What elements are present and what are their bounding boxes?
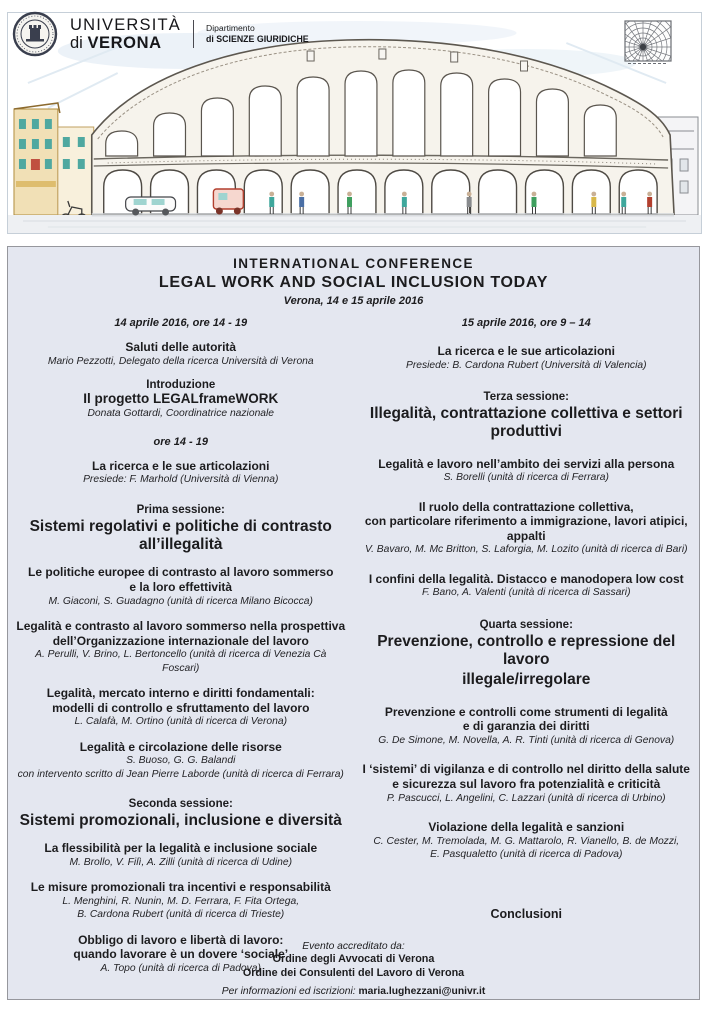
- program-item: [16, 340, 346, 368]
- program-item: [16, 619, 346, 675]
- university-name-line2: di VERONA: [70, 34, 162, 52]
- item-speakers: F. Bano, A. Valenti (unità di ricerca di Sassari): [421, 587, 631, 599]
- item-speakers: V. Bavaro, M. Mc Britton, S. Laforgia, M. Lozito (unità di ricerca di Bari): [364, 544, 688, 556]
- session-title: Sistemi promozionali, inclusione e diversità: [19, 812, 342, 830]
- contact-email[interactable]: maria.lughezzani@univr.it: [358, 986, 486, 998]
- session-title: Prevenzione, controllo e repressione del lavoro: [377, 632, 676, 669]
- item-title: Il progetto LEGALframeWORK: [83, 391, 279, 406]
- header-divider: [193, 20, 194, 48]
- radial-arena-plan-logo-icon: [624, 20, 672, 66]
- item-speakers: A. Perulli, V. Brino, L. Bertoncello (unità di ricerca di Venezia Cà Foscari): [35, 649, 327, 674]
- university-seal-icon: [12, 11, 58, 57]
- university-header: [12, 11, 309, 57]
- program-item: [362, 344, 692, 372]
- column-date-header: 15 aprile 2016, ore 9 – 14: [461, 317, 591, 329]
- item-speakers: S. Borelli (unità di ricerca di Ferrara): [443, 472, 609, 484]
- item-speakers: Presiede: F. Marhold (Università di Vienna): [83, 474, 279, 486]
- program-day2-column: [354, 317, 700, 921]
- item-title: Legalità e lavoro nell’ambito dei servizi alla persona: [378, 456, 675, 471]
- program-item: [362, 572, 692, 600]
- session-label: Prima sessione:: [136, 503, 225, 516]
- item-title: Obbligo di lavoro e libertà di lavoro:: [78, 932, 284, 947]
- item-speakers: A. Topo (unità di ricerca di Padova): [100, 962, 261, 974]
- info-label: Per informazioni ed iscrizioni:: [221, 986, 356, 998]
- program-columns: [8, 317, 699, 975]
- item-speakers: L. Calafà, M. Ortino (unità di ricerca di Verona): [74, 716, 287, 728]
- accreditation-body-2: Ordine dei Consulenti del Lavoro di Verona: [242, 967, 465, 980]
- program-item: [362, 457, 692, 485]
- item-title: con particolare riferimento a immigrazione, lavori atipici, appalti: [364, 514, 688, 543]
- session-title: Illegalità, contrattazione collettiva e settori produttivi: [369, 405, 683, 441]
- item-title: I confini della legalità. Distacco e manodopera low cost: [368, 571, 684, 586]
- item-title: Legalità e circolazione delle risorse: [79, 739, 282, 754]
- item-speakers: P. Pascucci, L. Angelini, C. Lazzari (unità di ricerca di Urbino): [386, 792, 666, 804]
- session-title: illegale/irregolare: [462, 671, 591, 689]
- program-item: [362, 820, 692, 861]
- program-panel: [7, 246, 700, 1000]
- item-speakers: M. Brollo, V. Filì, A. Zilli (unità di ricerca di Udine): [69, 856, 293, 868]
- item-title: modelli di controllo e sfruttamento del lavoro: [52, 700, 310, 715]
- program-item: [362, 762, 692, 805]
- university-name-line1: UNIVERSITÀ: [70, 15, 182, 34]
- conclusions-label: Conclusioni: [490, 907, 563, 922]
- item-speakers: Donata Gottardi, Coordinatrice nazionale: [87, 408, 275, 420]
- item-speakers: L. Menghini, R. Nunin, M. D. Ferrara, F. Fita Ortega,: [62, 895, 300, 907]
- item-title: Legalità, mercato interno e diritti fondamentali:: [46, 686, 315, 701]
- conference-dates: Verona, 14 e 15 aprile 2016: [283, 295, 424, 307]
- item-speakers: Presiede: B. Cardona Rubert (Università di Valencia): [405, 359, 647, 371]
- item-speakers: Mario Pezzotti, Delegato della ricerca Università di Verona: [47, 355, 314, 367]
- item-title: La ricerca e le sue articolazioni: [92, 458, 270, 473]
- session-block: [362, 391, 692, 442]
- session-label: Seconda sessione:: [128, 798, 233, 811]
- program-item: [362, 500, 692, 557]
- item-title: Prevenzione e controlli come strumenti di legalità: [384, 704, 668, 719]
- program-item: [362, 705, 692, 748]
- item-title: Violazione della legalità e sanzioni: [428, 819, 625, 834]
- item-title: Il ruolo della contrattazione collettiva,: [418, 499, 634, 514]
- item-title: e la loro effettività: [129, 580, 233, 595]
- item-title: e sicurezza sul lavoro fra potenzialità e criticità: [392, 776, 661, 791]
- accreditation-body-1: Ordine degli Avvocati di Verona: [272, 953, 435, 966]
- item-title: I ‘sistemi’ di vigilanza e di controllo nel diritto della salute: [362, 762, 690, 777]
- session-title: Sistemi regolativi e politiche di contrasto all’illegalità: [29, 517, 332, 554]
- info-line: [8, 986, 699, 997]
- session-label: Terza sessione:: [483, 391, 569, 403]
- item-speakers: con intervento scritto di Jean Pierre Laborde (unità di ricerca di Ferrara): [17, 768, 344, 780]
- session-label: Quarta sessione:: [479, 618, 573, 631]
- item-speakers: E. Pasqualetto (unità di ricerca di Padova): [430, 848, 623, 860]
- item-speakers: M. Giaconi, S. Guadagno (unità di ricerca Milano Bicocca): [48, 595, 313, 607]
- accreditation-label: Evento accreditato da:: [302, 941, 405, 953]
- item-speakers: G. De Simone, M. Novella, A. R. Tinti (unità di ricerca di Genova): [378, 734, 675, 746]
- item-title: Saluti delle autorità: [125, 340, 237, 354]
- conference-kicker: INTERNATIONAL CONFERENCE: [233, 256, 474, 271]
- program-item: [16, 686, 346, 729]
- department-label: Dipartimento di SCIENZE GIURIDICHE: [206, 23, 309, 44]
- time-slot: ore 14 - 19: [153, 435, 208, 448]
- university-logo: [70, 17, 181, 52]
- program-item: [16, 379, 346, 421]
- program-item: [16, 880, 346, 921]
- session-block: [16, 504, 346, 555]
- item-title: La flessibilità per la legalità e inclusione sociale: [44, 841, 318, 856]
- item-title: quando lavorare è un dovere ‘sociale’: [73, 947, 289, 962]
- item-title: dell’Organizzazione internazionale del lavoro: [52, 633, 309, 648]
- item-title: Legalità e contrasto al lavoro sommerso nella prospettiva: [16, 619, 346, 634]
- conference-title: LEGAL WORK AND SOCIAL INCLUSION TODAY: [158, 274, 549, 291]
- program-item: [16, 841, 346, 869]
- item-speakers: S. Buoso, G. G. Balandi: [126, 755, 236, 767]
- program-item: [16, 740, 346, 781]
- program-item: [16, 459, 346, 487]
- column-date-header: 14 aprile 2016, ore 14 - 19: [114, 317, 248, 329]
- program-item: [16, 565, 346, 608]
- item-title: Le misure promozionali tra incentivi e responsabilità: [30, 880, 331, 895]
- item-speakers: C. Cester, M. Tremolada, M. G. Mattarolo, R. Vianello, B. de Mozzi,: [373, 835, 680, 847]
- item-speakers: B. Cardona Rubert (unità di ricerca di Trieste): [77, 909, 285, 921]
- item-title: Le politiche europee di contrasto al lavoro sommerso: [28, 565, 334, 580]
- session-block: [16, 798, 346, 830]
- program-day1-column: [8, 317, 354, 975]
- item-label: Introduzione: [146, 379, 216, 391]
- item-title: e di garanzia dei diritti: [462, 719, 590, 734]
- session-block: [362, 619, 692, 690]
- item-title: La ricerca e le sue articolazioni: [437, 344, 615, 358]
